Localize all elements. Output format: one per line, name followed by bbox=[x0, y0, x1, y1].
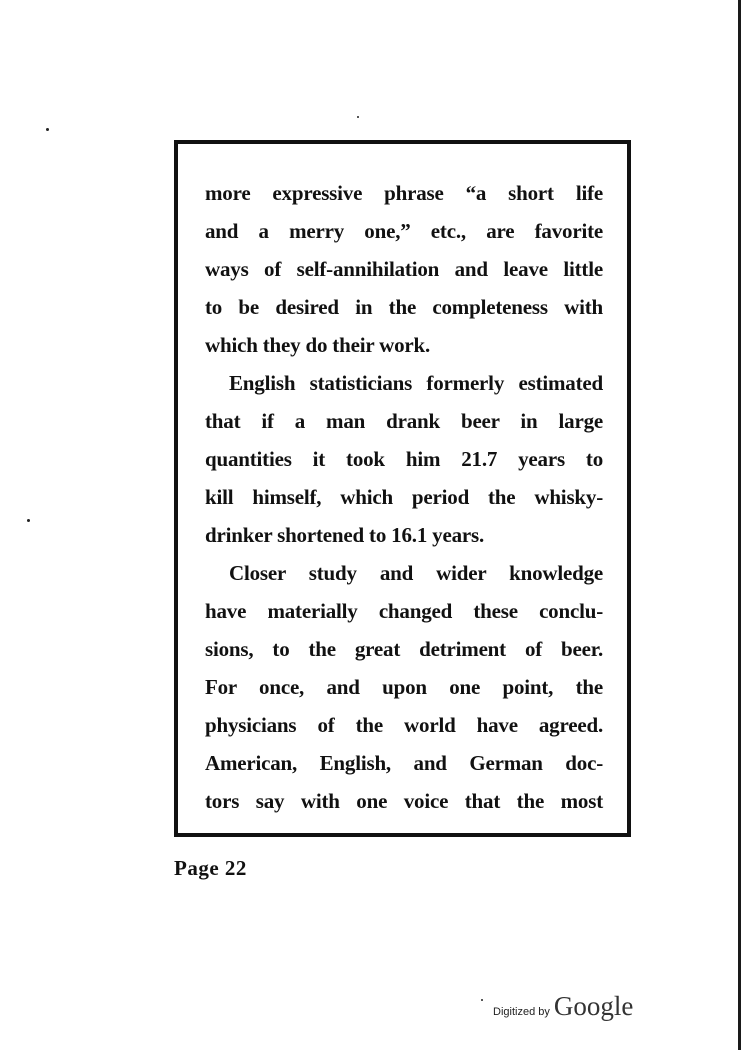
paragraph-2-last-line: drinker shortened to 16.1 years. bbox=[205, 523, 485, 547]
page-edge-rule bbox=[738, 0, 741, 1050]
text-line: to be desired in the completeness with bbox=[205, 295, 603, 319]
paragraph-1-last-line: which they do their work. bbox=[205, 333, 431, 357]
digitized-by-watermark bbox=[493, 991, 633, 1022]
scan-speck bbox=[357, 116, 359, 118]
paragraph-3 bbox=[205, 554, 603, 820]
text-line: kill himself, which period the whisky- bbox=[205, 485, 603, 509]
text-line: Closer study and wider knowledge bbox=[229, 561, 603, 585]
text-line: tors say with one voice that the most bbox=[205, 789, 603, 813]
scan-speck bbox=[27, 519, 30, 522]
page-text bbox=[205, 174, 603, 820]
text-frame bbox=[174, 140, 631, 837]
text-line: American, English, and German doc- bbox=[205, 751, 603, 775]
scan-speck bbox=[481, 999, 483, 1001]
text-line: sions, to the great detriment of beer. bbox=[205, 637, 603, 661]
text-line: physicians of the world have agreed. bbox=[205, 713, 603, 737]
paragraph-1 bbox=[205, 174, 603, 326]
paragraph-2 bbox=[205, 364, 603, 516]
text-line: have materially changed these conclu- bbox=[205, 599, 603, 623]
text-line: more expressive phrase “a short life bbox=[205, 181, 603, 205]
text-line: For once, and upon one point, the bbox=[205, 675, 603, 699]
text-line: and a merry one,” etc., are favorite bbox=[205, 219, 603, 243]
text-line: English statisticians formerly estimated bbox=[229, 371, 603, 395]
digitized-by-label: Digitized by bbox=[493, 1006, 550, 1018]
text-line: that if a man drank beer in large bbox=[205, 409, 603, 433]
scan-speck bbox=[46, 128, 49, 131]
text-line: quantities it took him 21.7 years to bbox=[205, 447, 603, 471]
page-number: Page 22 bbox=[174, 856, 247, 880]
text-line: ways of self-annihilation and leave little bbox=[205, 257, 603, 281]
google-logo: Google bbox=[553, 991, 634, 1021]
